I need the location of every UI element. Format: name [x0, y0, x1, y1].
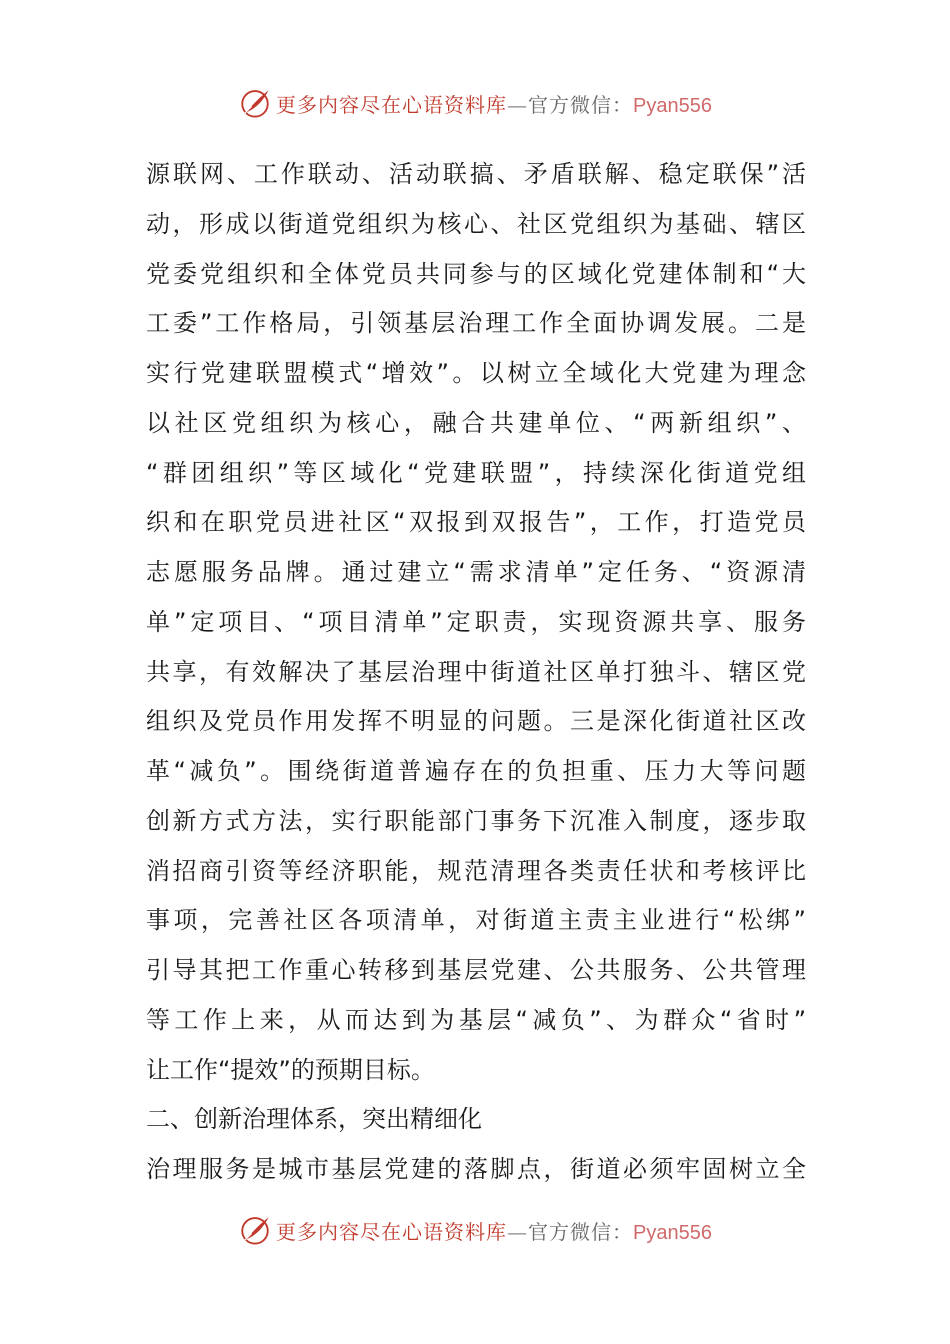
text-line: 等工作上来，从而达到为基层“减负”、为群众“省时” [146, 1005, 806, 1034]
header-brand: 更多内容尽在心语资料库 [276, 92, 508, 117]
text-line: 单”定项目、“项目清单”定职责，实现资源共享、服务 [146, 607, 806, 636]
footer-banner [0, 1210, 950, 1250]
text-line: 革“减负”。围绕街道普遍存在的负担重、压力大等问题 [146, 757, 806, 785]
header-banner [0, 83, 950, 123]
text-line: 以社区党组织为核心，融合共建单位、“两新组织”、 [146, 408, 806, 437]
header-wechat-id: Pyan556 [633, 94, 712, 117]
text-line: 党委党组织和全体党员共同参与的区域化党建体制和“大 [146, 259, 806, 288]
footer-separator: — [507, 1219, 529, 1244]
text-line: 组织及党员作用发挥不明显的问题。三是深化街道社区改 [146, 707, 806, 736]
section-heading: 二、创新治理体系，突出精细化 [146, 1105, 482, 1134]
header-separator: — [507, 92, 529, 117]
text-line: 共享，有效解决了基层治理中街道社区单打独斗、辖区党 [146, 657, 806, 686]
quill-logo-icon [238, 86, 272, 120]
text-line: 消招商引资等经济职能，规范清理各类责任状和考核评比 [146, 856, 806, 885]
text-line: 引导其把工作重心转移到基层党建、公共服务、公共管理 [146, 956, 806, 984]
footer-wechat-id: Pyan556 [633, 1221, 712, 1244]
header-text [276, 89, 712, 118]
header-wechat-label: 官方微信： [528, 92, 634, 117]
text-line: 实行党建联盟模式“增效”。以树立全域化大党建为理念 [146, 359, 806, 387]
quill-logo-icon [238, 1213, 272, 1247]
text-line: 创新方式方法，实行职能部门事务下沉准入制度，逐步取 [146, 806, 806, 835]
footer-brand: 更多内容尽在心语资料库 [276, 1219, 508, 1244]
footer-wechat-label: 官方微信： [528, 1219, 634, 1244]
text-line: 工委”工作格局，引领基层治理工作全面协调发展。二是 [146, 309, 806, 338]
text-line: 让工作“提效”的预期目标。 [146, 1055, 435, 1084]
text-line: 动，形成以街道党组织为核心、社区党组织为基础、辖区 [146, 209, 806, 238]
text-line: 源联网、工作联动、活动联搞、矛盾联解、稳定联保”活 [146, 160, 806, 188]
text-line: 治理服务是城市基层党建的落脚点，街道必须牢固树立全 [146, 1155, 806, 1183]
text-line: 织和在职党员进社区“双报到双报告”，工作，打造党员 [146, 508, 806, 537]
text-line: “群团组织”等区域化“党建联盟”，持续深化街道党组 [146, 458, 806, 487]
document-body [146, 150, 806, 1195]
text-line: 事项，完善社区各项清单，对街道主责主业进行“松绑” [146, 906, 806, 935]
footer-text [276, 1216, 712, 1245]
text-line: 志愿服务品牌。通过建立“需求清单”定任务、“资源清 [146, 558, 806, 586]
